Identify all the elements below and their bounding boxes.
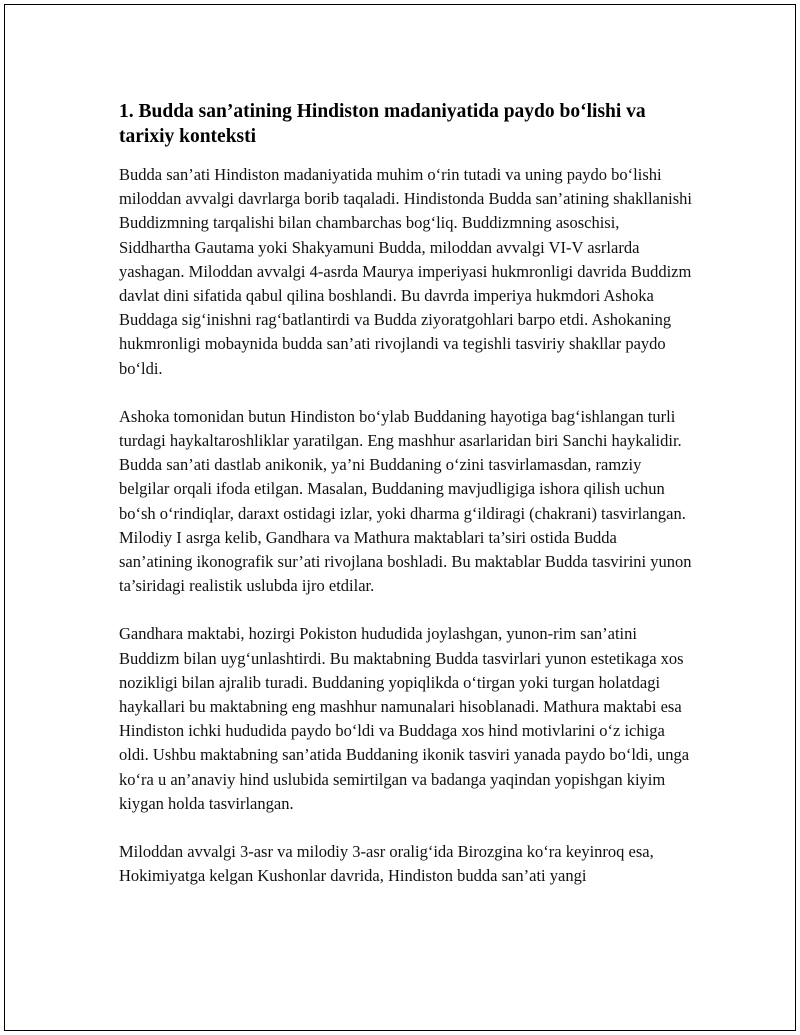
document-body <box>119 99 693 912</box>
section-heading: 1. Budda san’atining Hindiston madaniyatida paydo bo‘lishi va tarixiy konteksti <box>119 101 646 147</box>
paragraph-2: Ashoka tomonidan butun Hindiston bo‘ylab Buddaning hayotiga bag‘ishlangan turli turdagi haykaltaroshliklar yaratilgan. Eng mashhur asarlaridan biri Sanchi haykalidir. Budda san’ati dastlab anikonik, ya’ni Buddaning o‘zini tasvirlamasdan, ramziy belgilar orqali ifoda etilgan. Masalan, Buddaning mavjudligiga ishora qilish uchun bo‘sh o‘rindiqlar, daraxt ostidagi izlar, yoki dharma g‘ildiragi (chakrani) tasvirlangan. Milodiy I asrga kelib, Gandhara va Mathura maktablari ta’siri ostida Budda san’atining ikonografik sur’ati rivojlana boshladi. Bu maktablar Budda tasvirini yunon ta’siridagi realistik uslubda ijro etdilar. <box>119 406 692 596</box>
paragraph-3: Gandhara maktabi, hozirgi Pokiston hududida joylashgan, yunon-rim san’atini Buddizm bilan uyg‘unlashtirdi. Bu maktabning Budda tasvirlari yunon estetikaga xos nozikligi bilan ajralib turadi. Buddaning yopiqlikda o‘tirgan yoki turgan holatdagi haykallari bu maktabning eng mashhur namunalari hisoblanadi. Mathura maktabi esa Hindiston ichki hududida paydo bo‘ldi va Buddaga xos hind motivlarini o‘z ichiga oldi. Ushbu maktabning san’atida Buddaning ikonik tasviri yanada paydo bo‘ldi, unga ko‘ra u an’anaviy hind uslubida semirtilgan va badanga yaqindan yopishgan kiyim kiygan holda tasvirlangan. <box>119 624 690 813</box>
paragraph-1: Budda san’ati Hindiston madaniyatida muhim o‘rin tutadi va uning paydo bo‘lishi miloddan avvalgi davrlarga borib taqaladi. Hindistonda Budda san’atining shakllanishi Buddizmning tarqalishi bilan chambarchas bog‘liq. Buddizmning asoschisi, Siddhartha Gautama yoki Shakyamuni Budda, miloddan avvalgi VI-V asrlarda yashagan. Miloddan avvalgi 4-asrda Maurya imperiyasi hukmronligi davrida Buddizm davlat dini sifatida qabul qilina boshlandi. Bu davrda imperiya hukmdori Ashoka Buddaga sig‘inishni rag‘batlantirdi va Budda ziyoratgohlari barpo etdi. Ashokaning hukmronligi mobaynida budda san’ati rivojlandi va tegishli tasviriy shakllar paydo bo‘ldi. <box>119 165 692 378</box>
document-page <box>4 4 796 1031</box>
paragraph-4: Miloddan avvalgi 3-asr va milodiy 3-asr oralig‘ida Birozgina ko‘ra keyinroq esa, Hokimiyatga kelgan Kushonlar davrida, Hindiston budda san’ati yangi <box>119 842 654 886</box>
